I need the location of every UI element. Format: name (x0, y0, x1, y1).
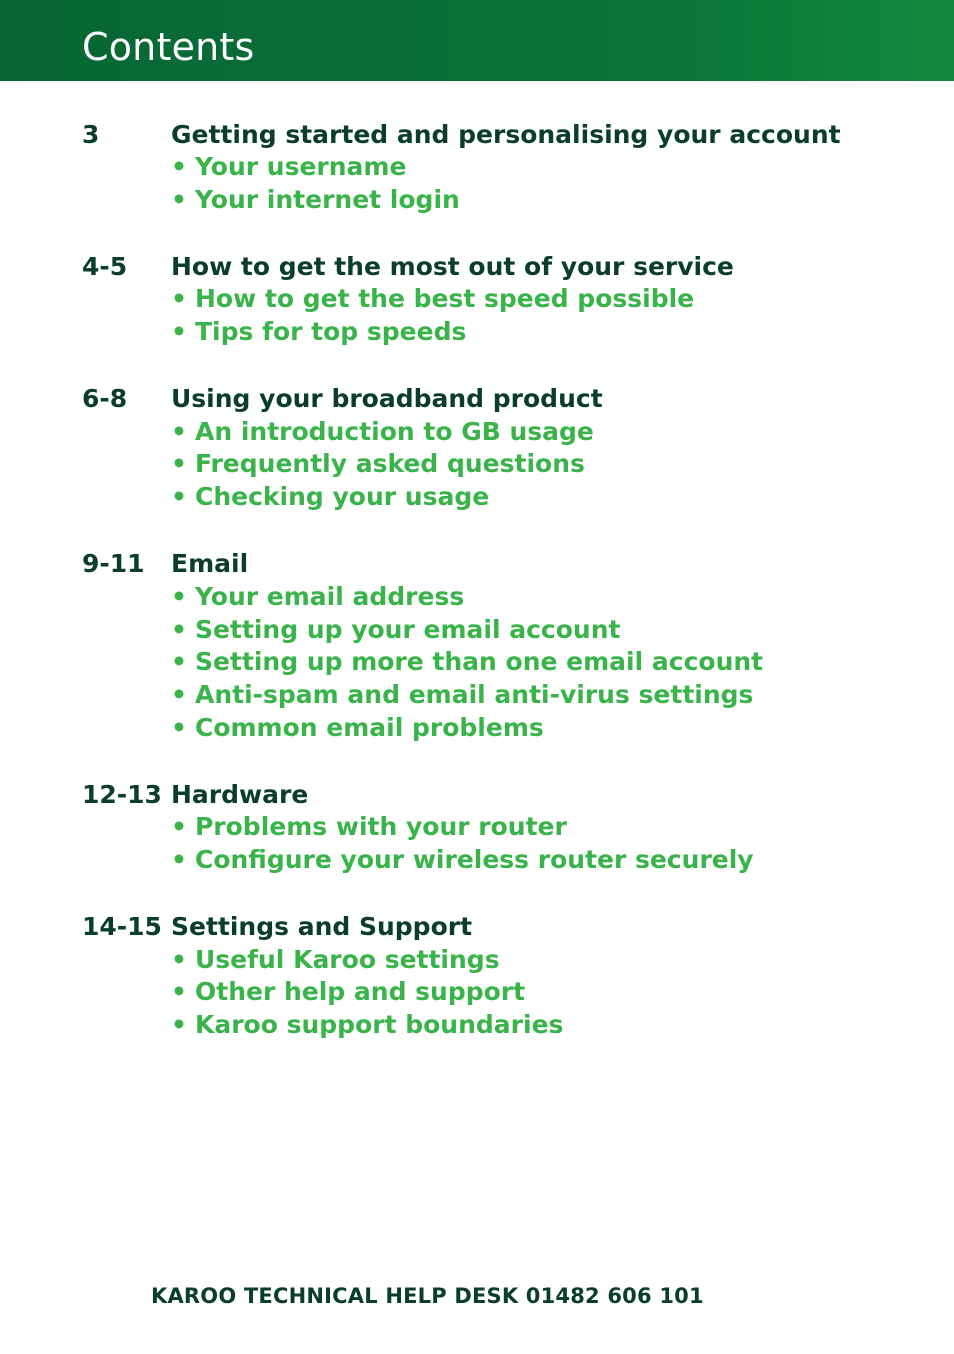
toc-item[interactable] (171, 581, 902, 614)
toc-item[interactable] (171, 316, 902, 349)
toc-item-label: Other help and support (194, 977, 526, 1007)
toc-item-label: Checking your usage (194, 482, 490, 512)
page-title: Contents (82, 25, 255, 69)
toc-item[interactable] (171, 844, 902, 877)
bullet-icon: • (171, 284, 187, 314)
section-pages: 14-15 (82, 912, 162, 942)
toc-item[interactable] (171, 151, 902, 184)
bullet-icon: • (171, 712, 187, 742)
bullet-icon: • (171, 679, 187, 709)
section-pages: 12-13 (82, 779, 162, 809)
bullet-icon: • (171, 184, 187, 214)
toc-item-label: Your username (194, 152, 407, 181)
toc-item-list (82, 416, 902, 514)
section-title: Getting started and personalising your account (171, 119, 841, 149)
toc-item-list (82, 811, 902, 876)
toc-item[interactable] (171, 1009, 902, 1042)
bullet-icon: • (171, 317, 187, 347)
toc-item[interactable] (171, 283, 902, 316)
toc-item-list (82, 944, 902, 1042)
toc-section (82, 382, 902, 514)
toc-section-heading[interactable] (82, 382, 902, 416)
toc-item[interactable] (171, 448, 902, 481)
toc-item-label: Frequently asked questions (194, 449, 585, 479)
toc-item[interactable] (171, 712, 902, 745)
bullet-icon: • (171, 647, 187, 677)
toc-item-label: Configure your wireless router securely (194, 844, 754, 874)
toc-item-label: Setting up more than one email account (194, 647, 764, 677)
bullet-icon: • (171, 482, 187, 512)
toc-item-label: Your internet login (194, 184, 460, 214)
section-pages: 3 (82, 119, 100, 149)
toc-item[interactable] (171, 614, 902, 647)
toc-section-heading[interactable] (82, 249, 902, 283)
section-title: How to get the most out of your service (171, 251, 734, 281)
toc-section (82, 547, 902, 744)
toc-item[interactable] (171, 416, 902, 449)
toc-item-label: Common email problems (194, 712, 544, 742)
toc-item[interactable] (171, 646, 902, 679)
bullet-icon: • (171, 449, 187, 479)
toc-item-label: An introduction to GB usage (194, 416, 594, 446)
helpdesk-footer: KAROO TECHNICAL HELP DESK 01482 606 101 (151, 1284, 704, 1308)
bullet-icon: • (171, 416, 187, 446)
bullet-icon: • (171, 614, 187, 644)
section-title: Settings and Support (171, 912, 473, 942)
section-title: Hardware (171, 779, 309, 809)
section-title: Email (171, 549, 249, 579)
toc-item[interactable] (171, 976, 902, 1009)
bullet-icon: • (171, 944, 187, 974)
bullet-icon: • (171, 812, 187, 842)
bullet-icon: • (171, 1010, 187, 1039)
toc-item-label: Karoo support boundaries (194, 1010, 564, 1039)
section-pages: 6-8 (82, 384, 128, 414)
toc-item-label: Setting up your email account (194, 614, 621, 644)
toc-item[interactable] (171, 811, 902, 844)
toc-section-heading[interactable] (82, 777, 902, 811)
toc-section (82, 117, 902, 216)
bullet-icon: • (171, 581, 187, 611)
toc-section-heading[interactable] (82, 910, 902, 944)
section-pages: 4-5 (82, 251, 128, 281)
table-of-contents (82, 117, 902, 1075)
header-banner (0, 0, 954, 81)
toc-item[interactable] (171, 679, 902, 712)
toc-item-label: Useful Karoo settings (194, 944, 500, 974)
toc-item-list (82, 151, 902, 216)
toc-item-label: Tips for top speeds (194, 317, 467, 347)
bullet-icon: • (171, 152, 187, 181)
toc-item[interactable] (171, 184, 902, 217)
toc-section (82, 777, 902, 876)
toc-item[interactable] (171, 944, 902, 977)
toc-item-label: Problems with your router (194, 812, 567, 842)
section-title: Using your broadband product (171, 384, 603, 414)
toc-item[interactable] (171, 481, 902, 514)
bullet-icon: • (171, 977, 187, 1007)
toc-section-heading[interactable] (82, 117, 902, 151)
toc-section (82, 249, 902, 348)
toc-item-list (82, 581, 902, 744)
toc-section (82, 910, 902, 1042)
bullet-icon: • (171, 844, 187, 874)
toc-item-label: How to get the best speed possible (194, 284, 695, 314)
section-pages: 9-11 (82, 549, 145, 579)
toc-item-list (82, 283, 902, 348)
toc-section-heading[interactable] (82, 547, 902, 581)
toc-item-label: Your email address (194, 581, 465, 611)
toc-item-label: Anti-spam and email anti-virus settings (194, 679, 754, 709)
